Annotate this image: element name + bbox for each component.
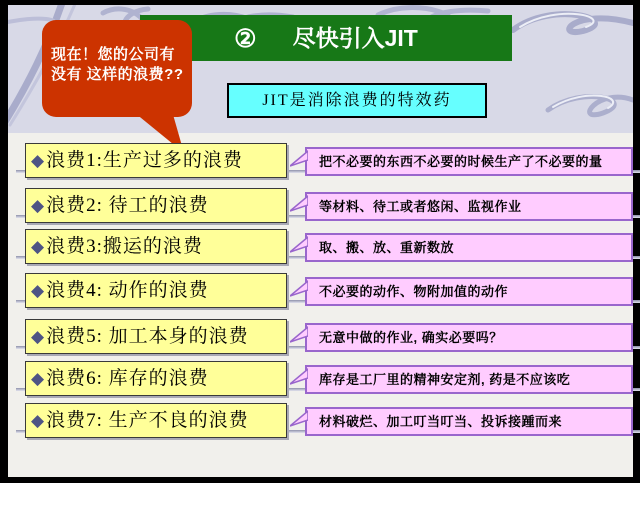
waste-desc-1: 把不必要的东西不必要的时候生产了不必要的量 <box>319 154 603 169</box>
waste-desc-7: 材料破烂、加工叮当叮当、投诉接踵而来 <box>319 414 563 429</box>
waste-label-2: 浪费2: 待工的浪费 <box>46 195 209 216</box>
waste-desc-5: 无意中做的作业, 确实必要吗？ <box>319 330 503 345</box>
waste-label-5: 浪费5: 加工本身的浪费 <box>46 326 249 347</box>
diamond-bullet-icon: ◆ <box>31 237 46 256</box>
waste-label-box-2 <box>25 188 287 223</box>
waste-desc-2: 等材料、待工或者悠闲、监视作业 <box>319 199 522 214</box>
waste-label-7: 浪费7: 生产不良的浪费 <box>46 410 249 431</box>
waste-desc-box-6 <box>305 365 633 394</box>
waste-label-3: 浪费3:搬运的浪费 <box>46 236 203 257</box>
waste-label-box-5 <box>25 319 287 354</box>
diamond-bullet-icon: ◆ <box>31 327 46 346</box>
waste-label-box-6 <box>25 361 287 396</box>
waste-desc-box-5 <box>305 323 633 352</box>
waste-label-box-1 <box>25 143 287 178</box>
waste-label-box-7 <box>25 403 287 438</box>
diamond-bullet-icon: ◆ <box>31 281 46 300</box>
callout-tail-icon <box>290 235 308 255</box>
bottom-margin <box>0 483 640 512</box>
callout-tail-icon <box>290 194 308 214</box>
callout-tail-icon <box>290 279 308 299</box>
waste-desc-box-2 <box>305 192 633 221</box>
waste-desc-6: 库存是工厂里的精神安定剂, 药是不应该吃 <box>319 372 571 387</box>
waste-desc-4: 不必要的动作、物附加值的动作 <box>319 284 509 299</box>
waste-label-4: 浪费4: 动作的浪费 <box>46 280 209 301</box>
diamond-bullet-icon: ◆ <box>31 411 46 430</box>
diamond-bullet-icon: ◆ <box>31 151 46 170</box>
speech-bubble <box>42 20 192 117</box>
waste-label-box-4 <box>25 273 287 308</box>
callout-tail-icon <box>290 367 308 387</box>
waste-desc-box-3 <box>305 233 633 262</box>
slide-title-bar <box>140 15 512 61</box>
title-number: ② <box>234 25 257 53</box>
callout-tail-icon <box>290 149 308 169</box>
waste-desc-box-7 <box>305 407 633 436</box>
callout-tail-icon <box>290 325 308 345</box>
waste-desc-box-4 <box>305 277 633 306</box>
speech-bubble-line1: 现在！您的公司有 <box>51 46 176 63</box>
waste-label-box-3 <box>25 229 287 264</box>
subtitle-box: JIT是消除浪费的特效药 <box>227 83 487 118</box>
waste-label-1: 浪费1:生产过多的浪费 <box>46 150 243 171</box>
callout-tail-icon <box>290 409 308 429</box>
waste-desc-box-1 <box>305 147 633 176</box>
diamond-bullet-icon: ◆ <box>31 369 46 388</box>
waste-label-6: 浪费6: 库存的浪费 <box>46 368 209 389</box>
speech-bubble-line2: 没有 这样的浪费?? <box>51 66 184 83</box>
diamond-bullet-icon: ◆ <box>31 196 46 215</box>
page-title: 尽快引入JIT <box>292 25 418 51</box>
waste-desc-3: 取、搬、放、重新数放 <box>319 240 455 255</box>
